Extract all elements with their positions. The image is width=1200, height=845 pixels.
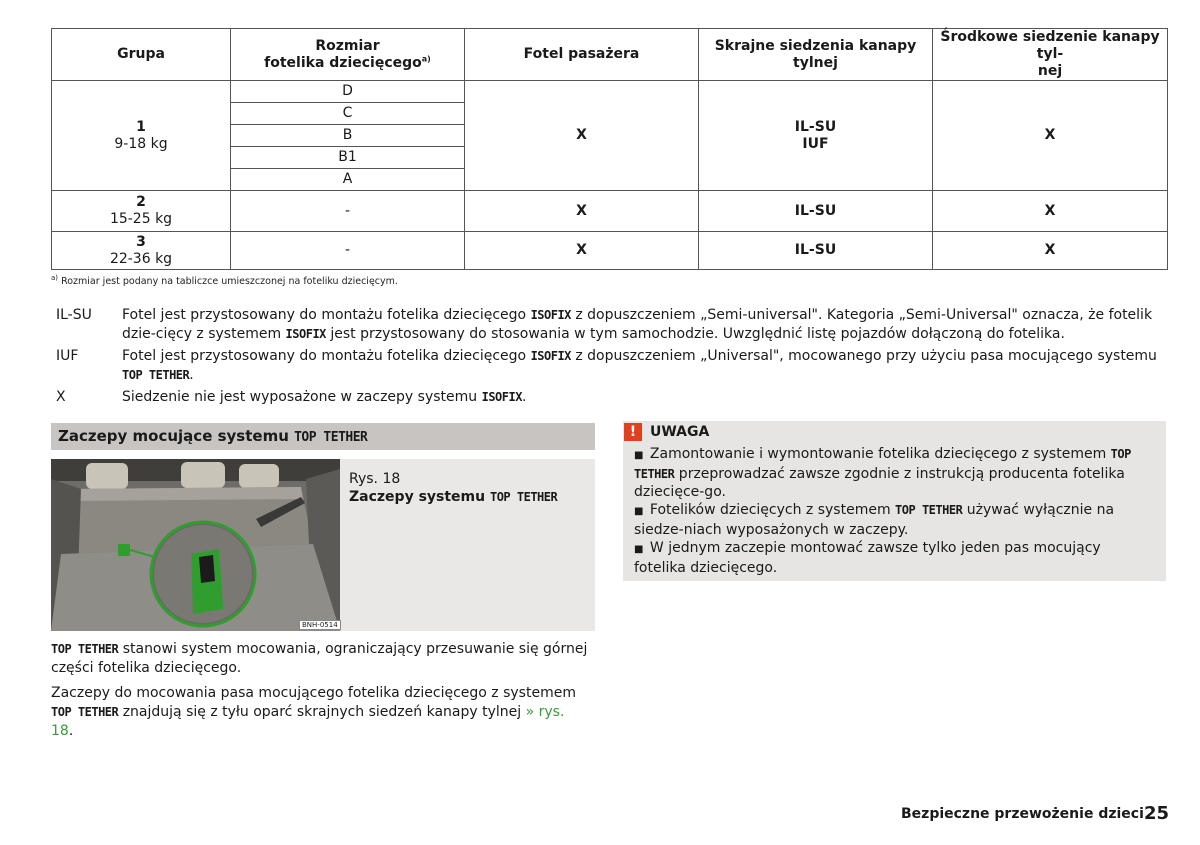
header-middle-rear: Środkowe siedzenie kanapy tyl- nej — [933, 29, 1168, 81]
paragraph-1: TOP TETHER stanowi system mocowania, ograniczający przesuwanie się górnej części fotelika dziecięcego. — [51, 641, 588, 676]
size-cell: B — [231, 125, 465, 147]
group-3-cell: 3 22-36 kg — [52, 232, 231, 270]
warning-title: UWAGA — [650, 424, 710, 440]
figure-caption: Rys. 18 Zaczepy systemu TOP TETHER — [349, 471, 558, 505]
size-cell: - — [231, 232, 465, 270]
outer-cell: IL-SU — [699, 191, 933, 232]
list-item: ■ W jednym zaczepie montować zawsze tylko jeden pas mocujący fotelika dziecięcego. — [634, 540, 1101, 576]
passenger-cell: X — [465, 81, 699, 191]
warning-box — [623, 421, 1166, 581]
table-footnote: $^{a)}$ Rozmiar jest podany na tabliczce umieszczonej na foteliku dziecięcym. — [51, 273, 398, 287]
middle-cell: X — [933, 191, 1168, 232]
warning-header — [623, 421, 1166, 443]
definition-x: X Siedzenie nie jest wyposażone w zaczepy systemu ISOFIX. — [56, 389, 527, 405]
passenger-cell: X — [465, 232, 699, 270]
warning-list — [623, 443, 1145, 577]
figure-code: BNH-0514 — [299, 620, 341, 630]
footer-chapter-title: Bezpieczne przewożenie dzieci — [901, 806, 1144, 822]
header-group: Grupa — [52, 29, 231, 81]
section-heading: Zaczepy mocujące systemu TOP TETHER — [51, 423, 595, 450]
header-size: Rozmiar fotelika dziecięcego$^{a)}$ — [231, 29, 465, 81]
table-row — [52, 81, 1168, 103]
passenger-cell: X — [465, 191, 699, 232]
header-outer-rear: Skrajne siedzenia kanapy tylnej — [699, 29, 933, 81]
size-cell: C — [231, 103, 465, 125]
compatibility-table — [51, 28, 1168, 270]
middle-cell: X — [933, 232, 1168, 270]
definitions-list — [56, 306, 1166, 410]
page-number: 25 — [1144, 803, 1170, 824]
list-item: ■ Zamontowanie i wymontowanie fotelika dziecięcego z systemem TOP TETHER przeprowadzać zawsze zgodnie z instrukcją producenta fotelika dziecięce-go. — [634, 446, 1131, 500]
table-row — [52, 232, 1168, 270]
header-passenger: Fotel pasażera — [465, 29, 699, 81]
outer-cell: IL-SU IUF — [699, 81, 933, 191]
car-trunk-illustration — [51, 459, 340, 631]
paragraph-2: Zaczepy do mocowania pasa mocującego fotelika dziecięcego z systemem TOP TETHER znajdują się z tyłu oparć skrajnych siedzeń kanapy tylnej » rys. 18. — [51, 685, 576, 739]
warning-icon: ! — [624, 423, 642, 441]
table-header-row — [52, 29, 1168, 81]
size-cell: A — [231, 169, 465, 191]
middle-cell: X — [933, 81, 1168, 191]
size-cell: D — [231, 81, 465, 103]
size-cell: - — [231, 191, 465, 232]
group-2-cell: 2 15-25 kg — [52, 191, 231, 232]
group-1-cell: 1 9-18 kg — [52, 81, 231, 191]
definition-iuf: IUF Fotel jest przystosowany do montażu fotelika dziecięcego ISOFIX z dopuszczeniem „Universal", mocowanego przy użyciu pasa mocującego systemu TOP TETHER. — [56, 348, 1157, 383]
definition-ilsu: IL-SU Fotel jest przystosowany do montażu fotelika dziecięcego ISOFIX z dopuszczeniem „Semi-universal". Kategoria „Semi-Universal" oznacza, że fotelik dzie-cięcy z systemem ISOFIX jest przystosowany do stosowania w tym samochodzie. Uwzględnić listę pojazdów dołączoną do fotelika. — [56, 307, 1153, 342]
table-row — [52, 191, 1168, 232]
figure-link[interactable]: » rys. 18 — [51, 704, 565, 739]
size-cell: B1 — [231, 147, 465, 169]
list-item: ■ Fotelików dziecięcych z systemem TOP TETHER używać wyłącznie na siedze-niach wyposażonych w zaczepy. — [634, 502, 1115, 538]
outer-cell: IL-SU — [699, 232, 933, 270]
footnote-marker: a) — [421, 53, 431, 63]
figure-box — [51, 459, 595, 631]
